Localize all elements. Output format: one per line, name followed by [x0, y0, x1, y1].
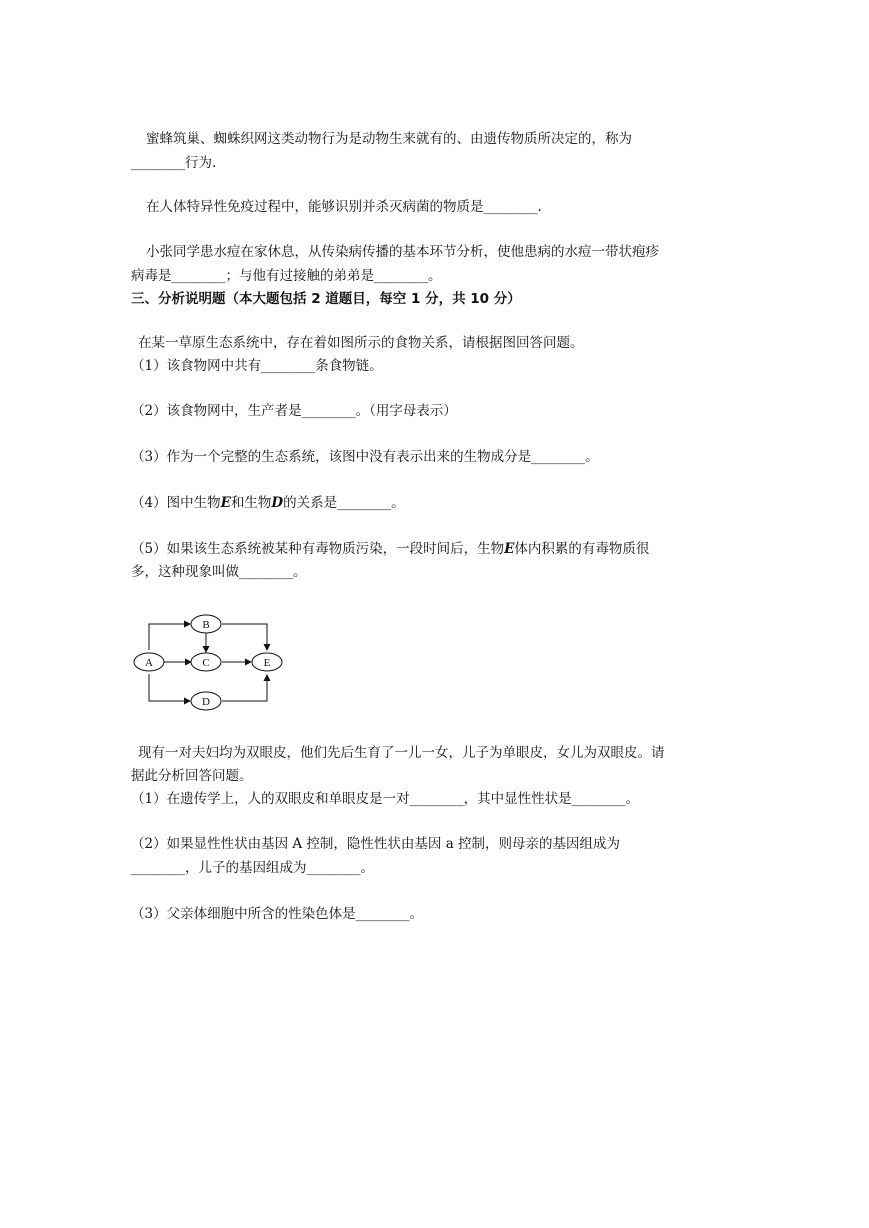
food-web-q2: （2）该食物网中，生产者是________。（用字母表示） — [131, 403, 457, 419]
q2-line1: 在人体特异性免疫过程中，能够识别并杀灭病菌的物质是________. — [146, 199, 542, 215]
food-web-intro: 在某一草原生态系统中，存在着如图所示的食物关系，请根据图回答问题。 — [138, 335, 584, 351]
section-heading: 三、分析说明题（本大题包括 2 道题目，每空 1 分，共 10 分） — [131, 291, 521, 307]
food-web-q4-part-c: 的关系是________。 — [283, 495, 405, 511]
food-web-q1: （1）该食物网中共有________条食物链。 — [131, 358, 383, 374]
arrow-b-to-e — [222, 624, 267, 650]
arrow-a-to-d — [149, 674, 190, 701]
genetics-intro-line2: 据此分析回答问题。 — [131, 768, 253, 784]
q1-line2: ________行为. — [131, 155, 217, 171]
genetics-q2-line1: （2）如果显性性状由基因 A 控制，隐性性状由基因 a 控制，则母亲的基因组成为 — [131, 836, 621, 852]
arrow-a-to-b — [149, 624, 190, 650]
q1-line1: 蜜蜂筑巢、蜘蛛织网这类动物行为是动物生来就有的、由遗传物质所决定的，称为 — [146, 131, 632, 147]
node-b-label: B — [202, 619, 210, 631]
food-web-diagram — [130, 610, 290, 718]
food-web-q4-d: D — [271, 495, 284, 511]
genetics-q1: （1）在遗传学上，人的双眼皮和单眼皮是一对________，其中显性性状是________。 — [131, 791, 640, 807]
q3-line2: 病毒是________；与他有过接触的弟弟是________。 — [131, 268, 442, 284]
food-web-q4-part-a: （4）图中生物 — [131, 495, 221, 511]
genetics-q3: （3）父亲体细胞中所含的性染色体是________。 — [131, 906, 424, 922]
food-web-q3: （3）作为一个完整的生态系统，该图中没有表示出来的生物成分是________。 — [131, 449, 599, 465]
arrow-d-to-e — [222, 675, 267, 701]
food-web-q5-line1 — [131, 540, 649, 558]
node-d-label: D — [202, 696, 210, 708]
food-web-q4 — [131, 494, 405, 512]
food-web-q5-part-a: （5）如果该生态系统被某种有毒物质污染，一段时间后，生物 — [131, 541, 505, 557]
node-e-label: E — [263, 657, 271, 669]
node-a-label: A — [145, 657, 153, 669]
node-c-label: C — [202, 657, 210, 669]
q3-line1: 小张同学患水痘在家休息，从传染病传播的基本环节分析，使他患病的水痘一带状疱疹 — [146, 244, 659, 260]
food-web-q5-line2: 多，这种现象叫做________。 — [131, 564, 307, 580]
food-web-q5-part-b: 体内积累的有毒物质很 — [514, 541, 650, 557]
food-web-q4-e: E — [220, 495, 231, 511]
food-web-q5-e: E — [504, 541, 515, 557]
genetics-intro-line1: 现有一对夫妇均为双眼皮，他们先后生育了一儿一女，儿子为单眼皮，女儿为双眼皮。请 — [138, 745, 665, 761]
genetics-q2-line2: ________，儿子的基因组成为________。 — [131, 860, 374, 876]
food-web-q4-part-b: 和生物 — [230, 495, 272, 511]
